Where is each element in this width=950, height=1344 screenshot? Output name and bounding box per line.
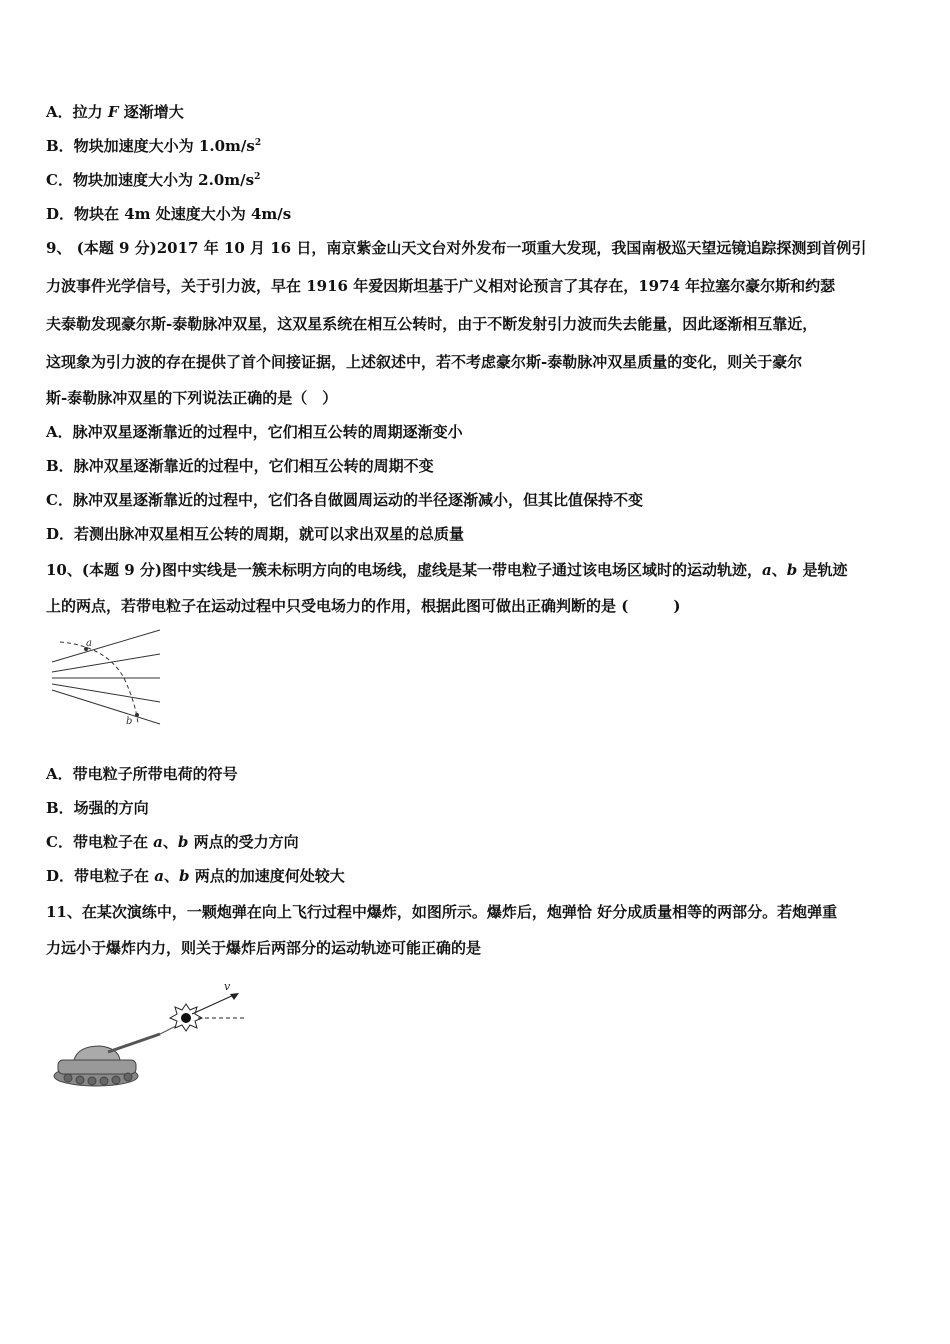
point-a-label: a <box>86 638 92 649</box>
q8-option-b: B．物块加速度大小为 $1.0m/s^2$ <box>46 137 262 155</box>
q9-stem-line-5: 斯-泰勒脉冲双星的下列说法正确的是（ ） <box>46 389 338 407</box>
field-line-5 <box>52 690 160 724</box>
q10-stem-line-2: 上的两点，若带电粒子在运动过程中只受电场力的作用，根据此图可做出正确判断的是 ( ) <box>46 597 681 615</box>
q10-option-b: B．场强的方向 <box>46 799 149 817</box>
q10-option-c: C．带电粒子在 a、b 两点的受力方向 <box>46 833 299 851</box>
force-variable: F <box>107 103 119 121</box>
tank-explosion-figure <box>48 976 253 1094</box>
q9-option-c: C．脉冲双星逐渐靠近的过程中，它们各自做圆周运动的半径逐渐减小，但其比值保持不变 <box>46 491 643 509</box>
q10-stem-line-1: 10、(本题 9 分)图中实线是一簇未标明方向的电场线，虚线是某一带电粒子通过该电场区域时的运动轨迹，a、b 是轨迹 <box>46 561 848 579</box>
q9-stem-line-2: 力波事件光学信号，关于引力波，早在 1916 年爱因斯坦基于广义相对论预言了其存在，1974 年拉塞尔豪尔斯和约瑟 <box>46 277 836 295</box>
q10-option-a: A．带电粒子所带电荷的符号 <box>46 765 238 783</box>
q9-stem-line-3: 夫泰勒发现豪尔斯-泰勒脉冲双星，这双星系统在相互公转时，由于不断发射引力波而失去能量，因此逐渐相互靠近， <box>46 315 818 333</box>
tank-icon <box>54 1034 160 1086</box>
point-b-dot <box>135 713 139 717</box>
q10-option-d: D．带电粒子在 a、b 两点的加速度何处较大 <box>46 867 345 885</box>
velocity-arrow <box>192 994 236 1014</box>
q8-option-c: C．物块加速度大小为 $2.0m/s^2$ <box>46 171 261 189</box>
q8-option-d: D．物块在 4m 处速度大小为 4m/s <box>46 205 292 223</box>
electric-field-figure <box>46 628 166 730</box>
velocity-label: v <box>224 980 231 993</box>
q8-option-a: A．拉力 F 逐渐增大 <box>46 103 184 121</box>
q9-option-b: B．脉冲双星逐渐靠近的过程中，它们相互公转的周期不变 <box>46 457 434 475</box>
q9-option-d: D．若测出脉冲双星相互公转的周期，就可以求出双星的总质量 <box>46 525 465 543</box>
q11-stem-line-1: 11、在某次演练中，一颗炮弹在向上飞行过程中爆炸，如图所示。爆炸后，炮弹恰 好分成质量相等的两部分。若炮弹重 <box>46 903 838 921</box>
q9-stem-line-1: 9、 (本题 9 分)2017 年 10 月 16 日，南京紫金山天文台对外发布一项重大发现，我国南极巡天望远镜追踪探测到首例引 <box>46 239 867 257</box>
q9-stem-line-4: 这现象为引力波的存在提供了首个间接证据，上述叙述中，若不考虑豪尔斯-泰勒脉冲双星质量的变化，则关于豪尔 <box>46 353 803 371</box>
q11-stem-line-2: 力远小于爆炸内力，则关于爆炸后两部分的运动轨迹可能正确的是 <box>46 939 482 957</box>
q9-option-a: A．脉冲双星逐渐靠近的过程中，它们相互公转的周期逐渐变小 <box>46 423 463 441</box>
particle-trajectory <box>60 642 138 724</box>
explosion-icon <box>170 1004 202 1031</box>
point-b-label: b <box>126 716 133 727</box>
field-line-4 <box>52 684 160 702</box>
